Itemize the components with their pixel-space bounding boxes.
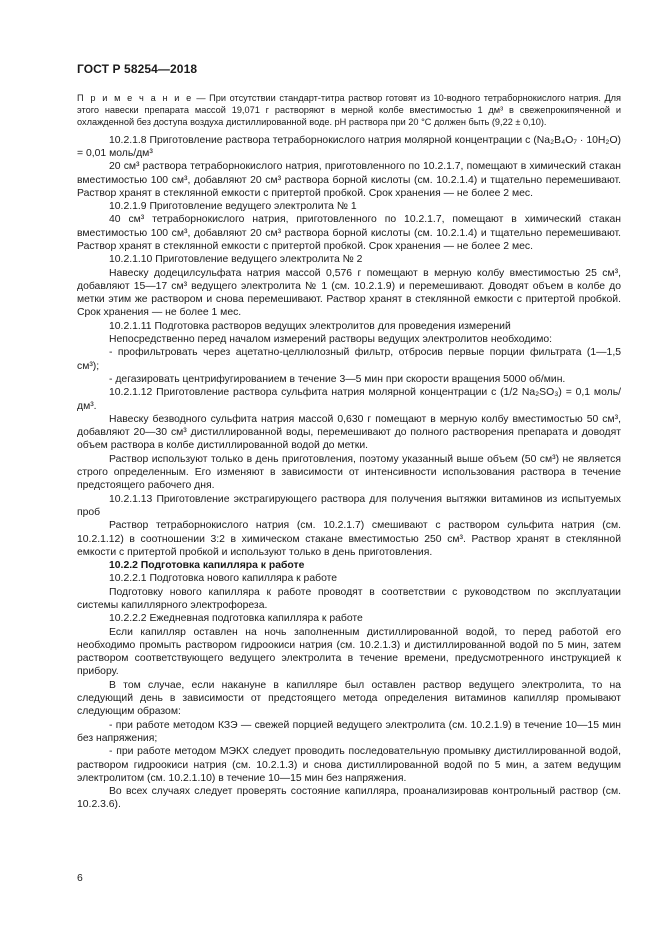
paragraph: - профильтровать через ацетатно-целлюлозный фильтр, отбросив первые порции фильтрата (1—1,5 см³); <box>77 347 621 372</box>
paragraph: 10.2.1.8 Приготовление раствора тетраборнокислого натрия молярной концентрации c (Na₂B₄O₇ · 10H₂O) = 0,01 моль/дм³ <box>77 134 621 159</box>
note-label: П р и м е ч а н и е <box>77 93 193 103</box>
note-text: — При отсутствии стандарт-титра раствор готовят из 10-водного тетраборнокислого натрия. Для этого навески препарата массой 19,071 г растворяют в мерной колбе вместимостью 1 дм³ в свежепрокипяченной и охлажденной без доступа воздуха дистиллированной воде. pH раствора при 20 °C должен быть (9,22 ± 0,10). <box>77 93 621 128</box>
paragraph: - дегазировать центрифугированием в течение 3—5 мин при скорости вращения 5000 об/мин. <box>109 373 566 385</box>
paragraph: 20 см³ раствора тетраборнокислого натрия, приготовленного по 10.2.1.7, помещают в химический стакан вместимостью 100 см³, добавляют 20 см³ раствора борной кислоты (см. 10.2.1.4) и тщательно перемешивают. Раствор хранят в стеклянной емкости с притертой пробкой. Срок хранения — не более 2 мес. <box>77 161 621 199</box>
paragraph: 10.2.1.12 Приготовление раствора сульфита натрия молярной концентрации c (1/2 Na₂SO₃) = 0,1 моль/дм³. <box>77 387 621 412</box>
note-block <box>77 92 621 129</box>
paragraph: В том случае, если накануне в капилляре был оставлен раствор ведущего электролита, то на следующий день в зависимости от предстоящего метода определения витаминов капилляр промывают следующим образом: <box>77 679 621 718</box>
paragraph: - при работе методом КЗЭ — свежей порцией ведущего электролита (см. 10.2.1.9) в течение 10—15 мин без напряжения; <box>77 719 621 744</box>
document-body <box>77 92 621 812</box>
page-number: 6 <box>77 873 83 884</box>
paragraph: 10.2.2.2 Ежедневная подготовка капилляра к работе <box>109 613 363 625</box>
paragraph: 10.2.2 Подготовка капилляра к работе <box>109 560 305 572</box>
paragraph: 10.2.1.13 Приготовление экстрагирующего раствора для получения вытяжки витаминов из испытуемых проб <box>77 493 621 518</box>
paragraph: 40 см³ тетраборнокислого натрия, приготовленного по 10.2.1.7, помещают в химический стакан вместимостью 100 см³, добавляют 20 см³ раствора борной кислоты (см. 10.2.1.4) и тщательно перемешивают. Раствор хранят в стеклянной емкости с притертой пробкой. Срок хранения — не более 2 мес. <box>77 214 621 252</box>
paragraph: Непосредственно перед началом измерений растворы ведущих электролитов необходимо: <box>109 334 553 346</box>
paragraph: Подготовку нового капилляра к работе проводят в соответствии с руководством по эксплуатации системы капиллярного электрофореза. <box>77 586 621 611</box>
paragraph: Если капилляр оставлен на ночь заполненным дистиллированной водой, то перед работой его необходимо промыть раствором гидроокиси натрия (см. 10.2.1.3) и дистиллированной водой по 5 мин, затем раствором соответствующего ведущего электролита в течение времени, предусмотренного инструкцией к прибору. <box>77 626 621 678</box>
paragraph: Раствор тетраборнокислого натрия (см. 10.2.1.7) смешивают с раствором сульфита натрия (см. 10.2.1.12) в соотношении 3:2 в химическом стакане вместимостью 250 см³. Раствор хранят в стеклянной емкости с притертой пробкой и используют только в день приготовления. <box>77 520 621 558</box>
paragraph-list <box>77 134 621 812</box>
paragraph: 10.2.2.1 Подготовка нового капилляра к работе <box>109 573 338 585</box>
paragraph: Во всех случаях следует проверять состояние капилляра, проанализировав контрольный раствор (см. 10.2.3.6). <box>77 786 621 811</box>
document-header: ГОСТ Р 58254—2018 <box>77 62 198 76</box>
paragraph: Навеску безводного сульфита натрия массой 0,630 г помещают в мерную колбу вместимостью 50 см³, добавляют 20—30 см³ дистиллированной воды, перемешивают до полного растворения препарата и доводят объем раствора в колбе дистиллированной водой до метки. <box>77 413 621 452</box>
paragraph: Раствор используют только в день приготовления, поэтому указанный выше объем (50 см³) не является строго определенным. Его изменяют в зависимости от интенсивности использования раствора в течение предстоящего рабочего дня. <box>77 453 621 492</box>
paragraph: Навеску додецилсульфата натрия массой 0,576 г помещают в мерную колбу вместимостью 25 см³, добавляют 15—17 см³ ведущего электролита № 1 (см. 10.2.1.9) и перемешивают. Доводят объем в колбе до метки этим же раствором и снова перемешивают. Раствор хранят в стеклянной емкости с притертой пробкой. Срок хранения — не более 1 мес. <box>77 267 621 319</box>
paragraph: 10.2.1.9 Приготовление ведущего электролита № 1 <box>109 201 357 213</box>
paragraph: - при работе методом МЭКХ следует проводить последовательную промывку дистиллированной водой, раствором гидроокиси натрия (см. 10.2.1.3) и снова дистиллированной водой по 5 мин, а затем ведущим электролитом (см. 10.2.1.10) в течение 10—15 мин без напряжения. <box>77 746 621 784</box>
paragraph: 10.2.1.10 Приготовление ведущего электролита № 2 <box>109 254 363 266</box>
paragraph: 10.2.1.11 Подготовка растворов ведущих электролитов для проведения измерений <box>109 320 511 332</box>
